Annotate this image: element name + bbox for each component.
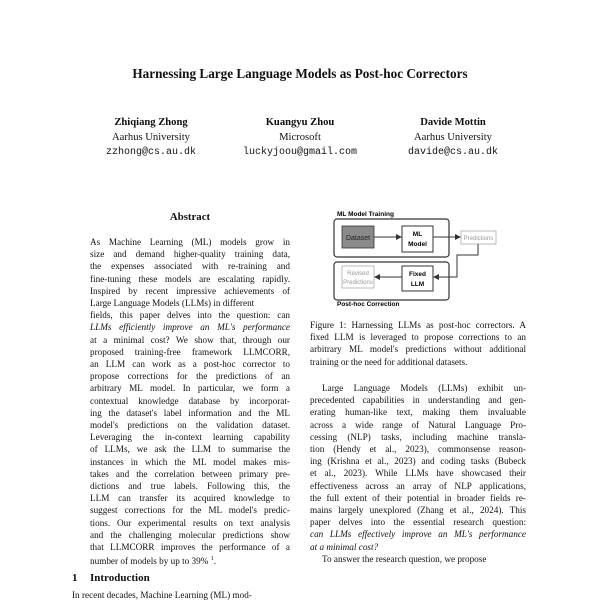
abstract-line: that LLMCORR improves the performance of a	[90, 542, 290, 553]
abstract-line: Inspired by recent impressive achievements of	[90, 285, 290, 296]
body-line	[310, 528, 526, 540]
caption-line: training or the need for additional datasets.	[310, 356, 468, 367]
abstract-line: of LLMs, we ask the LLM to summarise the	[90, 444, 290, 455]
abstract-line: contextual knowledge database by incorporat-	[90, 395, 290, 406]
abstract-line: and the challenging molecular predictions show	[90, 529, 290, 540]
caption-line: Figure 1: Harnessing LLMs as post-hoc correctors. A	[310, 320, 526, 330]
footnote-mark[interactable]: 1	[210, 556, 214, 563]
abstract-line: an LLM can work as a post-hoc corrector to	[90, 359, 290, 370]
abstract-line: dictions and true labels. Following this, the	[90, 481, 290, 492]
author-block	[368, 115, 538, 160]
caption-line: arbitrary ML model's predictions without additional	[310, 344, 526, 355]
section-number: 1	[72, 572, 78, 584]
abstract-line: proposed training-free framework LLMCORR,	[90, 346, 290, 357]
intro-right-column	[310, 382, 526, 565]
training-box-label: ML Model Training	[337, 211, 394, 218]
body-line: cessing (NLP) tasks, including machine transla-	[310, 431, 526, 442]
abstract-line: fields, this paper delves into the question: can	[90, 310, 290, 321]
abstract-line: takes and the correlation between primary pre-	[90, 468, 290, 479]
body-line: mains largely unexplored (Zhang et al., 2024). This	[310, 505, 526, 516]
abstract-heading: Abstract	[169, 211, 211, 223]
abstract-body	[90, 236, 290, 568]
author-name: Kuangyu Zhou	[265, 117, 335, 128]
revised-label-1: Revised	[347, 271, 369, 277]
body-line: ing (Krishna et al., 2023) and coding tasks (Bubeck	[310, 456, 526, 467]
abstract-line: the expenses associated with re-training and	[90, 261, 290, 272]
figure-diagram	[326, 205, 498, 308]
ml-model-label-2: Model	[408, 241, 427, 248]
body-line: across a wide range of Natural Language Pro-	[310, 419, 526, 430]
author-name: Zhiqiang Zhong	[114, 117, 188, 128]
abstract-line: model's predictions on the validation dataset.	[90, 420, 290, 431]
fixed-llm-label-1: Fixed	[409, 271, 426, 278]
intro-first-line: In recent decades, Machine Learning (ML) mod-	[72, 590, 252, 600]
body-line	[310, 541, 526, 553]
body-line: paper delves into the essential research question:	[310, 517, 526, 528]
author-affiliation: Microsoft	[279, 132, 321, 143]
author-block	[66, 115, 236, 160]
abstract-line: number of models by up to 39% $^1$.	[90, 556, 216, 567]
fixed-llm-label-2: LLM	[410, 281, 425, 288]
body-line-italic: at a minimal cost?	[310, 541, 379, 552]
body-line-italic: can LLMs effectively improve an ML's performance	[310, 529, 526, 540]
revised-label-2: Predictions	[343, 280, 373, 286]
predictions-label: Predictions	[463, 236, 494, 242]
abstract-line: ing the dataset's label information and the ML	[90, 407, 290, 418]
author-block	[215, 115, 385, 160]
abstract-line: suggest corrections for the ML model's predic-	[90, 505, 290, 516]
abstract-line: LLM can transfer its acquired knowledge to	[90, 493, 290, 504]
body-line: erating human-like text, making them invaluable	[310, 407, 526, 418]
body-line: et al., 2023). While LLMs have showcased their	[310, 468, 526, 479]
caption-line: fixed LLM is leveraged to propose corrections to an	[310, 332, 526, 343]
author-email: davide@cs.au.dk	[407, 147, 498, 158]
ml-model-box	[402, 226, 433, 252]
paper-title: Harnessing Large Language Models as Post-hoc Correctors	[132, 66, 468, 81]
abstract-line: instances in which the ML model makes mis-	[90, 456, 290, 467]
author-email: zzhong@cs.au.dk	[105, 147, 196, 158]
dataset-label: Dataset	[345, 235, 371, 242]
abstract-line: propose corrections for the predictions of an	[90, 371, 290, 382]
abstract-line: Leveraging the in-context learning capability	[90, 432, 290, 443]
abstract-line: size and demand higher-quality training data,	[90, 249, 290, 260]
author-affiliation: Aarhus University	[112, 132, 190, 143]
ml-model-label-1: ML	[412, 231, 423, 238]
section-title: Introduction	[90, 572, 150, 584]
abstract-line: tions. Our experimental results on text analysis	[90, 517, 290, 528]
body-line: Large Language Models (LLMs) exhibit un-	[322, 383, 526, 393]
body-line: the full extent of their potential in broader fields re-	[310, 492, 526, 503]
author-affiliation: Aarhus University	[414, 132, 492, 143]
abstract-line: arbitrary ML model. In particular, we form a	[90, 383, 290, 394]
arrow-predictions-llm	[434, 244, 478, 277]
figure-caption	[310, 319, 526, 368]
correction-box-label: Post-hoc Correction	[337, 301, 400, 308]
body-line: tion (Hendy et al., 2023), commonsense reason-	[310, 444, 526, 455]
abstract-line	[90, 321, 290, 333]
author-name: Davide Mottin	[420, 117, 486, 128]
body-line: To answer the research question, we propose	[322, 553, 487, 564]
body-line: precedented capabilities in understanding and gen-	[310, 395, 526, 406]
abstract-line: Large Language Models (LLMs) in different	[90, 298, 255, 309]
body-line: effectiveness across an array of NLP applications,	[310, 480, 526, 491]
abstract-line: As Machine Learning (ML) models grow in	[90, 237, 290, 247]
abstract-last-line: number of models by up to 39%	[90, 556, 209, 567]
author-email: luckyjoou@gmail.com	[242, 147, 358, 158]
abstract-line-italic: LLMs efficiently improve an ML's performance	[90, 322, 290, 333]
section-heading	[72, 572, 150, 584]
abstract-line: at a minimal cost? We show that, through our	[90, 334, 290, 345]
abstract-line: fine-tuning these models are escalating rapidly.	[90, 273, 290, 284]
